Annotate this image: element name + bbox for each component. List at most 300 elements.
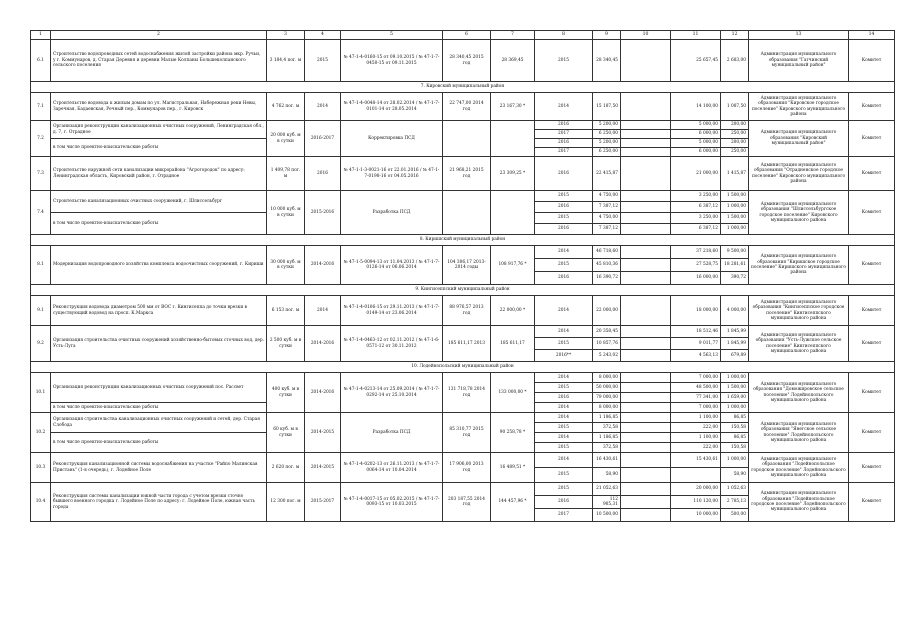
expertise: № 47-1-4-0213-14 от 25.09.2014 / № 47-1-7-0292-14 от 25.10.2014: [341, 373, 443, 413]
empty-cell: [621, 326, 671, 338]
regional: [671, 468, 721, 483]
section-title: 9. Кингисеппский муниципальный район: [31, 285, 895, 296]
capacity: 4 762 пог. м: [267, 93, 305, 121]
col-num: 1: [31, 31, 51, 40]
total: 6 250,00: [593, 148, 621, 157]
row-number: 10.1: [31, 373, 51, 413]
empty-cell: [621, 40, 671, 82]
object-name: Реконструкция водовода диаметром 500 мм от ВОС г. Кингисеппа до точки врезки в существующий водовод на просп. К.Маркса: [51, 296, 267, 326]
cost-limit: 22 000,00 *: [491, 296, 535, 326]
total: 46 718,60: [593, 246, 621, 259]
empty-cell: [621, 496, 671, 509]
capacity: 2 500 куб. м в сутки: [267, 326, 305, 362]
regional: 14 100,00: [671, 93, 721, 121]
total: 79 000,00: [593, 393, 621, 403]
total: 22 000,00: [593, 296, 621, 326]
object-name-sub: в том числе проектно-изыскательские работы: [51, 433, 267, 453]
empty-cell: [621, 453, 671, 468]
col-num: 13: [749, 31, 849, 40]
row-number: 10.4: [31, 483, 51, 522]
note: Комитет: [849, 413, 895, 453]
year: 2016: [535, 202, 593, 213]
local: 1 000,00: [721, 403, 749, 413]
table-row: [31, 121, 895, 130]
note: Комитет: [849, 191, 895, 235]
total: 4 750,00: [593, 213, 621, 224]
local: 500,00: [721, 509, 749, 522]
year: 2014: [535, 453, 593, 468]
total: 1 186,85: [593, 413, 621, 423]
empty-cell: [621, 509, 671, 522]
empty-cell: [621, 383, 671, 393]
table-row: [31, 40, 895, 82]
section-title: 7. Кировский муниципальный район: [31, 82, 895, 93]
year: 2017: [535, 148, 593, 157]
estimated-cost: 22 747,00 2014 год: [443, 93, 491, 121]
empty-cell: [621, 296, 671, 326]
expertise: Корректировка ПСД: [341, 121, 443, 157]
col-num: 10: [621, 31, 671, 40]
note: Комитет: [849, 296, 895, 326]
object-name: Строительство наружной сети канализации микрорайона "Агрогородок" по адресу: Ленинградская область, Кировский район, г. Отрадное: [51, 157, 267, 191]
note: Комитет: [849, 246, 895, 285]
estimated-cost: 17 906,00 2013 год: [443, 453, 491, 483]
empty-cell: [621, 338, 671, 350]
local: 1 000,00: [721, 224, 749, 235]
customer: Администрация муниципального образования "Усть-Лужское сельское поселение" Кингисеппского муниципального района: [749, 326, 849, 362]
regional: 4 563,13: [671, 350, 721, 362]
customer: Администрация муниципального образования "Лодейнопольское городское поселение" Лодейнопольского муниципального района: [749, 453, 849, 483]
total: 28 340,45: [593, 40, 621, 82]
total: 21 052,63: [593, 483, 621, 496]
table-row: [31, 246, 895, 259]
local: 18 281,61: [721, 259, 749, 272]
object-name: Организация реконструкции канализационных очистных сооружений, Ленинградская обл., д. 7, г. Отрадное: [51, 121, 267, 139]
col-num: 6: [443, 31, 491, 40]
capacity: 10 000 куб. м в сутки: [267, 191, 305, 235]
empty-cell: [621, 259, 671, 272]
regional: 10 000,00: [671, 509, 721, 522]
regional: 5 000,00: [671, 121, 721, 130]
years: 2014: [305, 296, 341, 326]
local: 1 659,00: [721, 393, 749, 403]
cost-limit: 133 000,00 *: [491, 373, 535, 413]
local: 150,58: [721, 443, 749, 453]
section-header: [31, 82, 895, 93]
total: 8 000,00: [593, 403, 621, 413]
local: 250,00: [721, 148, 749, 157]
years: 2016: [305, 157, 341, 191]
expertise: № 47-1-4-0017-15 от 05.02.2015 / № 47-1-7-0093-15 от 10.03.2015: [341, 483, 443, 522]
object-name: Реконструкция канализационной системы водоснабжения на участке "Райпо Малинская Пристань" (1-я очередь), г. Лодейное Поле: [51, 453, 267, 483]
table-row: [31, 483, 895, 496]
total: 372,58: [593, 423, 621, 433]
object-name: Строительство водовода к жилым домам по ул. Магистральная, Набережная реки Невы, Заречная, Бадаевская, Речный пер., Коммунаров пер., г. Кировск: [51, 93, 267, 121]
expertise: № 47-1-1-3-0021-16 от 22.01.2016 / № 47-1-7-0198-16 от 04.05.2016: [341, 157, 443, 191]
regional: 21 000,00: [671, 157, 721, 191]
estimated-cost: [443, 191, 491, 235]
years: 2014-2016: [305, 373, 341, 413]
year: 2014: [535, 246, 593, 259]
years: 2014: [305, 93, 341, 121]
estimated-cost: 85 310,77 2015 год: [443, 413, 491, 453]
expertise: № 47-1-4-0202-13 от 26.11.2013 / № 47-1-7-0064-14 от 10.04.2014: [341, 453, 443, 483]
estimated-cost: 21 968,21 2015 год: [443, 157, 491, 191]
year: 2014: [535, 413, 593, 423]
row-number: 7.2: [31, 121, 51, 157]
empty-cell: [621, 413, 671, 423]
total: 10 500,00: [593, 509, 621, 522]
estimated-cost: 28 340,45 2015 год: [443, 40, 491, 82]
cost-limit: 185 611,17: [491, 326, 535, 362]
expertise: № 47-1-4-0048-14 от 28.02.2014 / № 47-1-7-0101-14 от 28.05.2014: [341, 93, 443, 121]
years: 2016-2017: [305, 121, 341, 157]
local: 58,90: [721, 468, 749, 483]
local: 1 000,00: [721, 453, 749, 468]
years: 2015-2017: [305, 483, 341, 522]
regional: 15 430,61: [671, 453, 721, 468]
regional: 77 341,00: [671, 393, 721, 403]
local: 2 683,00: [721, 40, 749, 82]
local: 679,89: [721, 350, 749, 362]
col-num: 9: [593, 31, 621, 40]
regional: 6 387,12: [671, 224, 721, 235]
local: 1 000,00: [721, 202, 749, 213]
document-page: [30, 30, 894, 522]
year: 2017: [535, 509, 593, 522]
expertise: № 47-1-4-0463-12 от 02.11.2012 / № 47-1-6-0571-12 от 30.11.2012: [341, 326, 443, 362]
year: 2015: [535, 213, 593, 224]
table-row: [31, 413, 895, 423]
col-num: 5: [341, 31, 443, 40]
estimated-cost: 88 976,57 2013 год: [443, 296, 491, 326]
investment-table: [30, 30, 895, 522]
year: 2014: [535, 433, 593, 443]
table-row: [31, 373, 895, 383]
empty-cell: [621, 373, 671, 383]
estimated-cost: 131 718,78 2014 год: [443, 373, 491, 413]
total: 15 187,50: [593, 93, 621, 121]
years: 2014-2015: [305, 453, 341, 483]
table-row: [31, 453, 895, 468]
capacity: 1 409,78 пог. м: [267, 157, 305, 191]
empty-cell: [621, 443, 671, 453]
total: 16 390,72: [593, 272, 621, 285]
empty-cell: [621, 157, 671, 191]
year: 2016: [535, 157, 593, 191]
row-number: 8.1: [31, 246, 51, 285]
empty-cell: [621, 433, 671, 443]
estimated-cost: [443, 121, 491, 157]
total: 6 250,00: [593, 130, 621, 139]
expertise: № 47-1-4-0160-15 от 09.10.2015 / № 47-1-7-0450-15 от 09.11.2015: [341, 40, 443, 82]
regional: 7 000,00: [671, 373, 721, 383]
year: 2017: [535, 130, 593, 139]
local: 86,85: [721, 433, 749, 443]
empty-cell: [621, 483, 671, 496]
capacity: 2 620 пог. м: [267, 453, 305, 483]
years: 2015-2016: [305, 191, 341, 235]
capacity: 6 153 пог. м: [267, 296, 305, 326]
year: 2016: [535, 121, 593, 130]
regional: 20 000,00: [671, 483, 721, 496]
row-number: 6.1: [31, 40, 51, 82]
years: 2014-2016: [305, 246, 341, 285]
note: Комитет: [849, 453, 895, 483]
col-num: 4: [305, 31, 341, 40]
year: 2015: [535, 259, 593, 272]
object-name: Организация строительства канализационных очистных сооружений и сетей, дер. Старая Слобода: [51, 413, 267, 433]
total: 5 243,02: [593, 350, 621, 362]
total: 8 000,00: [593, 373, 621, 383]
section-header: [31, 285, 895, 296]
cost-limit: 90 258,78 *: [491, 413, 535, 453]
capacity: 3 184,4 пог. м: [267, 40, 305, 82]
customer: Администрация муниципального образования "Лодейнопольское городское поселение" Лодейнопольского муниципального района: [749, 483, 849, 522]
capacity: 20 000 куб. м в сутки: [267, 121, 305, 157]
empty-cell: [621, 148, 671, 157]
note: Комитет: [849, 40, 895, 82]
total: 10 857,76: [593, 338, 621, 350]
local: 86,85: [721, 413, 749, 423]
local: 4 000,00: [721, 296, 749, 326]
table-row: [31, 326, 895, 338]
year: 2014: [535, 296, 593, 326]
total: 22 415,87: [593, 157, 621, 191]
local: 9 500,00: [721, 246, 749, 259]
year: 2014: [535, 373, 593, 383]
object-name-sub: в том числе проектно-изыскательские работы: [51, 213, 267, 235]
local: 200,00: [721, 121, 749, 130]
regional: 3 250,00: [671, 191, 721, 202]
table-row: [31, 191, 895, 202]
note: Комитет: [849, 373, 895, 413]
capacity: 30 000 куб. м в сутки: [267, 246, 305, 285]
regional: 3 250,00: [671, 213, 721, 224]
expertise: № 47-1-5-0094-13 от 11.04.2013 / № 47-1-7-0126-14 от 06.06.2014: [341, 246, 443, 285]
total: 5 200,00: [593, 139, 621, 148]
cost-limit: 144 457,96 *: [491, 483, 535, 522]
total: 112 905,31: [593, 496, 621, 509]
col-num: 14: [849, 31, 895, 40]
year: 2015: [535, 443, 593, 453]
empty-cell: [621, 272, 671, 285]
cost-limit: 23 309,25 *: [491, 157, 535, 191]
local: 390,72: [721, 272, 749, 285]
year: 2016**: [535, 350, 593, 362]
year: 2016: [535, 139, 593, 148]
capacity: 12 300 пог. м: [267, 483, 305, 522]
local: 1 500,00: [721, 191, 749, 202]
empty-cell: [621, 202, 671, 213]
note: Комитет: [849, 93, 895, 121]
empty-cell: [621, 350, 671, 362]
empty-cell: [621, 468, 671, 483]
note: Комитет: [849, 483, 895, 522]
total: 58,90: [593, 468, 621, 483]
local: 250,00: [721, 130, 749, 139]
year: 2015: [535, 191, 593, 202]
regional: 222,00: [671, 443, 721, 453]
local: 1 845,99: [721, 338, 749, 350]
row-number: 10.2: [31, 413, 51, 453]
year: 2015: [535, 468, 593, 483]
local: 1 052,63: [721, 483, 749, 496]
object-name-sub: в том числе проектно-изыскательские работы: [51, 403, 267, 413]
total: 372,58: [593, 443, 621, 453]
empty-cell: [621, 224, 671, 235]
customer: Администрация муниципального образования "Кингисеппское городское поселение" Кингисеппского муниципального района: [749, 296, 849, 326]
row-number: 7.3: [31, 157, 51, 191]
years: 2014-2016: [305, 326, 341, 362]
cost-limit: 28 369,45: [491, 40, 535, 82]
regional: 6 387,12: [671, 202, 721, 213]
regional: 9 011,77: [671, 338, 721, 350]
section-header: [31, 362, 895, 373]
capacity: 60 куб. м в сутки: [267, 413, 305, 453]
customer: Администрация муниципального образования "Кировское городское поселение" Кировского муниципального района: [749, 93, 849, 121]
col-num: 3: [267, 31, 305, 40]
total: 50 000,00: [593, 383, 621, 393]
customer: Администрация муниципального образования "Отрадненское городское поселение" Кировского муниципального района: [749, 157, 849, 191]
regional: 110 120,00: [671, 496, 721, 509]
object-name: Организация реконструкции канализационных очистных сооружений пос. Рассвет: [51, 373, 267, 403]
customer: Администрация муниципального образования "Янегское сельское поселение" Лодейнопольского муниципального района: [749, 413, 849, 453]
note: Комитет: [849, 121, 895, 157]
regional: 27 528,75: [671, 259, 721, 272]
customer: Администрация муниципального образования "Кировский муниципальный район": [749, 121, 849, 157]
empty-cell: [621, 139, 671, 148]
regional: 222,00: [671, 423, 721, 433]
object-name: Строительство канализационных очистных сооружений, г. Шлиссельбург: [51, 191, 267, 213]
object-name: Модернизация водопроводного хозяйства комплекса водоочистных сооружений, г. Кириши: [51, 246, 267, 285]
total: 1 186,85: [593, 433, 621, 443]
local: 1 000,00: [721, 373, 749, 383]
col-num: 8: [535, 31, 593, 40]
cost-limit: 108 917,76 *: [491, 246, 535, 285]
cost-limit: [491, 121, 535, 157]
row-number: 9.2: [31, 326, 51, 362]
regional: 48 500,00: [671, 383, 721, 393]
total: 4 750,00: [593, 191, 621, 202]
note: Комитет: [849, 326, 895, 362]
empty-cell: [621, 423, 671, 433]
year: 2016: [535, 393, 593, 403]
object-name: Строительство водопроводных сетей водоснабжения жилой застройки района мкр. Ручьи, у г. Коммунаров, д. Старая Деревня и деревни Малые Колпаны Большеколпанского сельского поселения: [51, 40, 267, 82]
customer: Администрация муниципального образования "Киришское городское поселение" Киришского муниципального района: [749, 246, 849, 285]
estimated-cost: 203 187,55 2014 год: [443, 483, 491, 522]
empty-cell: [621, 130, 671, 139]
section-header: [31, 235, 895, 246]
customer: Администрация муниципального образования "Гатчинский муниципальный район": [749, 40, 849, 82]
year: 2015: [535, 40, 593, 82]
year: 2016: [535, 272, 593, 285]
empty-cell: [621, 191, 671, 202]
expertise: Разработка ПСД: [341, 413, 443, 453]
object-name: Организация строительства очистных сооружений хозяйственно-бытовых сточных вод, дер. Усть-Луга: [51, 326, 267, 362]
col-num: 11: [671, 31, 721, 40]
year: 2016: [535, 496, 593, 509]
customer: Администрация муниципального образования "Доможировское сельское поселение" Лодейнопольского муниципального района: [749, 373, 849, 413]
column-number-row: [31, 31, 895, 40]
customer: Администрация муниципального образования "Шлиссельбургское городское поселение" Кировского муниципального района: [749, 191, 849, 235]
years: 2015: [305, 40, 341, 82]
object-name-sub: в том числе проектно-изыскательские работы: [51, 139, 267, 157]
local: 200,00: [721, 139, 749, 148]
section-title: 10. Лодейнопольский муниципальный район: [31, 362, 895, 373]
regional: 1 100,00: [671, 413, 721, 423]
local: 1 087,50: [721, 93, 749, 121]
cost-limit: [491, 191, 535, 235]
regional: 6 000,00: [671, 148, 721, 157]
row-number: 7.1: [31, 93, 51, 121]
table-row: [31, 296, 895, 326]
section-title: 8. Киришский муниципальный район: [31, 235, 895, 246]
cost-limit: 23 167,30 *: [491, 93, 535, 121]
year: 2015: [535, 338, 593, 350]
expertise: № 47-1-4-0106-15 от 29.11.2013 / № 47-1-7-0149-14 от 23.06.2014: [341, 296, 443, 326]
year: 2015: [535, 383, 593, 393]
empty-cell: [621, 121, 671, 130]
cost-limit: 16 489,51 *: [491, 453, 535, 483]
object-name: Реконструкция системы канализации южной части города с учетом врезки сточно бывшего военного городка г. Лодейное Поле по адресу: г. Лодейное Поле, южная часть города: [51, 483, 267, 522]
local: 1 845,99: [721, 326, 749, 338]
total: 45 810,36: [593, 259, 621, 272]
regional: 6 000,00: [671, 130, 721, 139]
total: 5 200,00: [593, 121, 621, 130]
local: 150,58: [721, 423, 749, 433]
empty-cell: [621, 93, 671, 121]
expertise: Разработка ПСД: [341, 191, 443, 235]
empty-cell: [621, 246, 671, 259]
year: 2015: [535, 423, 593, 433]
local: 1 500,00: [721, 383, 749, 393]
regional: 1 100,00: [671, 433, 721, 443]
table-row: [31, 157, 895, 191]
year: 2014: [535, 403, 593, 413]
empty-cell: [621, 403, 671, 413]
regional: 18 000,00: [671, 296, 721, 326]
capacity: 400 куб. м в сутки: [267, 373, 305, 413]
local: 2 785,13: [721, 496, 749, 509]
year: 2016: [535, 224, 593, 235]
empty-cell: [621, 393, 671, 403]
local: 1 500,00: [721, 213, 749, 224]
total: 16 430,61: [593, 453, 621, 468]
note: Комитет: [849, 157, 895, 191]
col-num: 12: [721, 31, 749, 40]
estimated-cost: 104 306,17 2013-2014 годы: [443, 246, 491, 285]
row-number: 7.4: [31, 191, 51, 235]
local: 1 415,87: [721, 157, 749, 191]
year: 2014: [535, 93, 593, 121]
total: 20 358,45: [593, 326, 621, 338]
empty-cell: [621, 213, 671, 224]
regional: 16 000,00: [671, 272, 721, 285]
total: 7 387,12: [593, 224, 621, 235]
row-number: 10.3: [31, 453, 51, 483]
years: 2014-2015: [305, 413, 341, 453]
regional: 25 657,45: [671, 40, 721, 82]
regional: 18 512,46: [671, 326, 721, 338]
year: 2015: [535, 483, 593, 496]
regional: 5 000,00: [671, 139, 721, 148]
row-number: 9.1: [31, 296, 51, 326]
table-row: [31, 93, 895, 121]
col-num: 7: [491, 31, 535, 40]
year: 2014: [535, 326, 593, 338]
regional: 7 000,00: [671, 403, 721, 413]
